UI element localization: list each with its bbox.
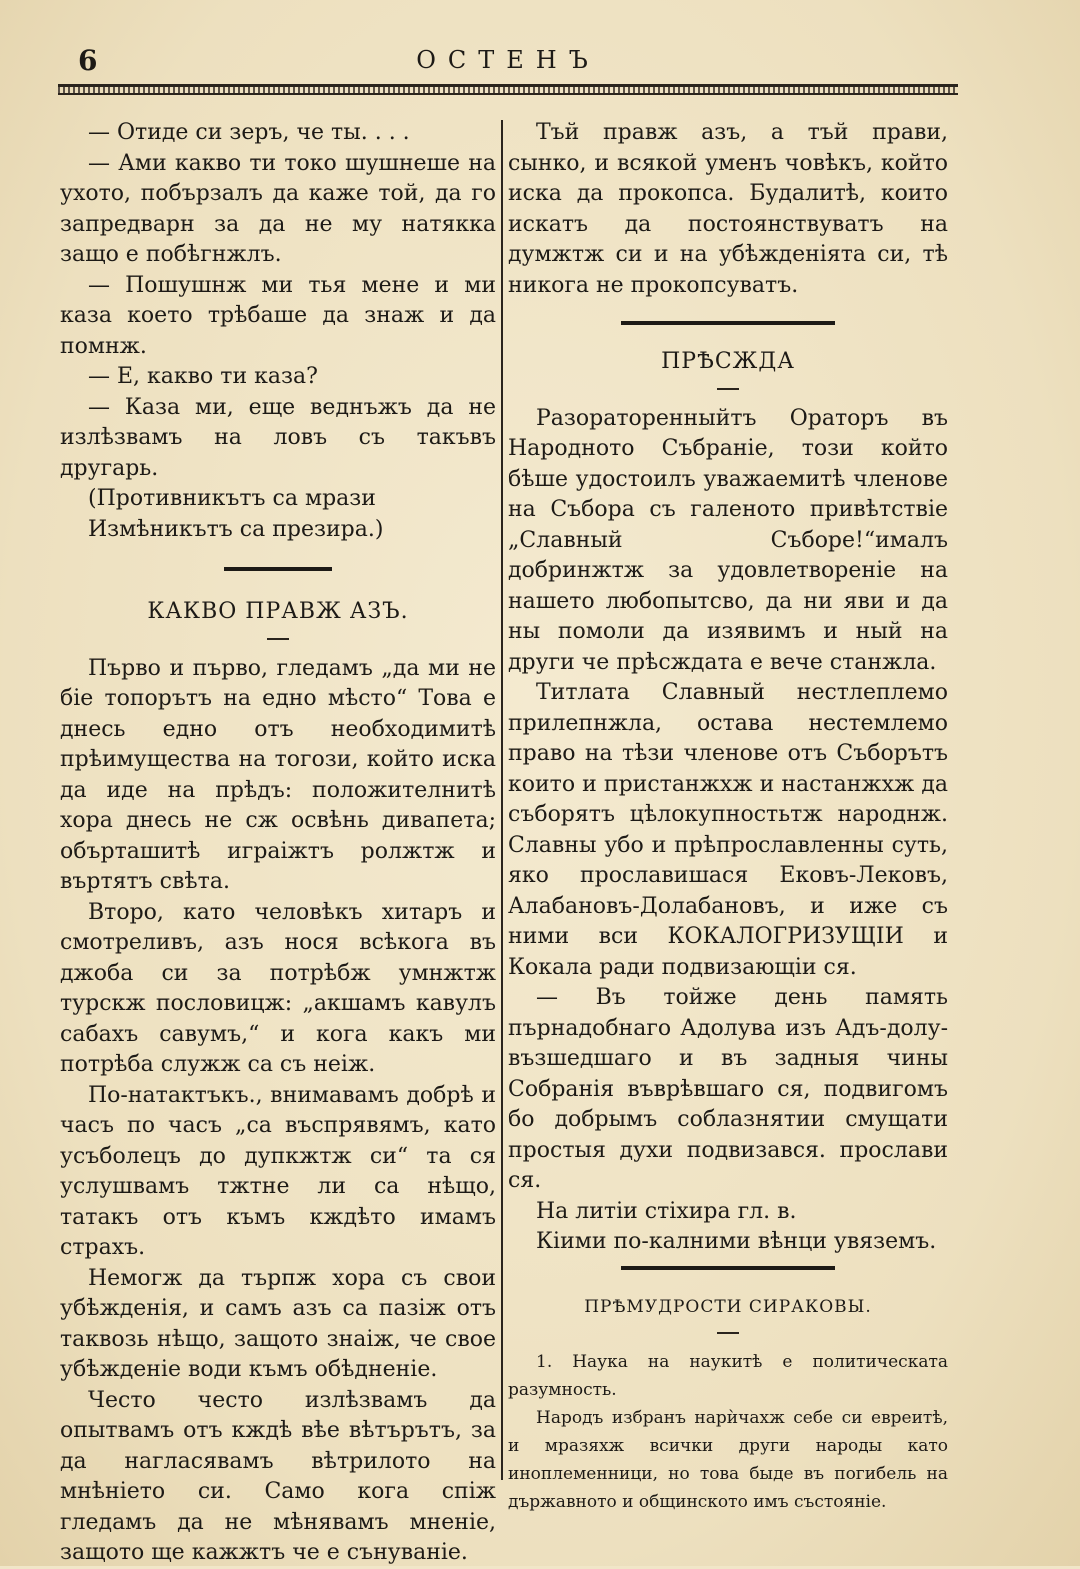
article-paragraph: Немогж да търпж хора съ свои убѣжденія, и самъ азъ са пазіж отъ таквозь нѣщо, защото знаіж, че свое убѣжденіе води къмъ обѣдненіе. — [60, 1265, 496, 1382]
header-rule — [58, 84, 958, 95]
journal-title: ОСТЕНЪ — [416, 46, 600, 74]
dialogue-line: — Е, какво ти каза? — [88, 364, 318, 389]
hymn-line: На литіи стіхира гл. в. — [536, 1198, 797, 1224]
dialogue-line: — Ами какво ти токо шушнеше на ухото, побързалъ да каже той, да го запредварн за да не му натякка защо е побѣгнжлъ. — [60, 150, 496, 267]
article-paragraph: Второ, като человѣкъ хитаръ и смотреливъ, азъ нося всѣкога въ джоба си за потрѣбж умнжтж турскж пословицж: „акшамъ кавулъ сабахъ савумъ,“ и кога какъ ми потрѣба служж са съ неіж. — [60, 899, 496, 1077]
right-column — [508, 118, 948, 1516]
title-dash — [717, 1332, 739, 1334]
article2-paragraph: Разораторенныйтъ Ораторъ въ Народното Събраніе, този който бѣше удостоилъ уважаемитѣ членове на Събора съ галеното привѣтствіе „Славный Съборе!“ималъ добринжтж за удовлетвореніе на нашето любопытсво, да ни яви и да ны помоли да изявимъ и ный на други че прѣсждата е вече станжла. — [508, 405, 948, 675]
verse-line: Измѣникътъ са презира.) — [88, 516, 384, 542]
article-paragraph: Често често излѣзвамъ да опытвамъ отъ кждѣ вѣе вѣтърътъ, за да нагласявамъ вѣтрилото на мнѣніето си. Само кога спіж гледамъ да не мѣнявамъ мненіе, защото ще кажжтъ че е сънуваніе. — [60, 1387, 496, 1565]
intro-paragraph: Тъй правж азъ, а тъй прави, сынко, и всякой уменъ човѣкъ, който иска да прокопса. Будалитѣ, които искатъ да постоянствуватъ на думжтж си и на убѣжденіята си, тѣ никога не прокопсуватъ. — [508, 120, 948, 298]
article2-title: ПРѢСЖДА — [661, 349, 795, 374]
article3-item: 1. Наука на наукитѣ е политическата разумность. — [508, 1352, 948, 1400]
page-number: 6 — [78, 44, 98, 77]
title-dash — [717, 388, 739, 390]
title-dash — [267, 638, 289, 640]
article3-item: Народъ избранъ нарѝчахж себе си евреитѣ, и мразяхж всички други народы като иноплеменници, но това быде въ погибель на държавното и общинското имъ състояніе. — [508, 1408, 948, 1512]
dialogue-line: — Пошушнж ми тья мене и ми каза което трѣбаше да знаж и да помнж. — [60, 272, 496, 359]
hymn-line: Кіими по-калними вѣнци увяземъ. — [536, 1229, 937, 1254]
article-paragraph: По-натактъкъ., внимавамъ добрѣ и часъ по часъ „са въспрявямъ, като усъболецъ до дупкжтж си“ та ся услушвамъ тжтне ли са нѣщо, татакъ отъ къмъ кждѣто имамъ страхъ. — [60, 1082, 496, 1260]
dialogue-line: — Отиде си зеръ, че ты. . . . — [88, 120, 410, 145]
article2-paragraph: — Въ тойже день память пърнадобнаго Адолува изъ Адъ-долу-възшедшаго и въ задныя чины Собранія въврѣвшаго ся, подвигомъ бо добрымъ соблазнятии смущати простыя духи подвизався. прослави ся. — [508, 985, 948, 1193]
page-header — [58, 42, 958, 82]
article-title: КАКВО ПРАВЖ АЗЪ. — [147, 599, 409, 624]
column-divider — [501, 120, 503, 1480]
dialogue-line: — Каза ми, еще веднъжъ да не излѣзвамъ на ловъ съ такъвъ другарь. — [60, 394, 496, 481]
article-paragraph: Първо и първо, гледамъ „да ми не біе топорътъ на едно мѣсто“ Това е днесь едно отъ необходимитѣ прѣимущества на тогози, който иска да иде на прѣдъ: положителнитѣ хора днесь не сж освѣнь дивапета; обърташитѣ играіжтъ ролжтж и въртятъ свѣта. — [60, 655, 496, 894]
left-column — [60, 118, 496, 1569]
verse-line: (Противникътъ са мрази — [88, 486, 376, 511]
article3-title: ПРѢМУДРОСТИ СИРАКОВЫ. — [584, 1296, 872, 1317]
article2-paragraph: Титлата Славный нестлеплемо прилепнжла, остава нестемлемо право на тѣзи членове отъ Съборътъ които и пристанжхж и настанжхж да съборятъ цѣлокупностьтж народнж. Славны убо и прѣпрославленны суть, яко прославишася Ековъ-Лековъ, Алабановъ-Долабановъ, и иже съ ними вси КОКАЛОГРИЗУЩІИ и Кокала ради подвизающіи ся. — [508, 680, 948, 980]
